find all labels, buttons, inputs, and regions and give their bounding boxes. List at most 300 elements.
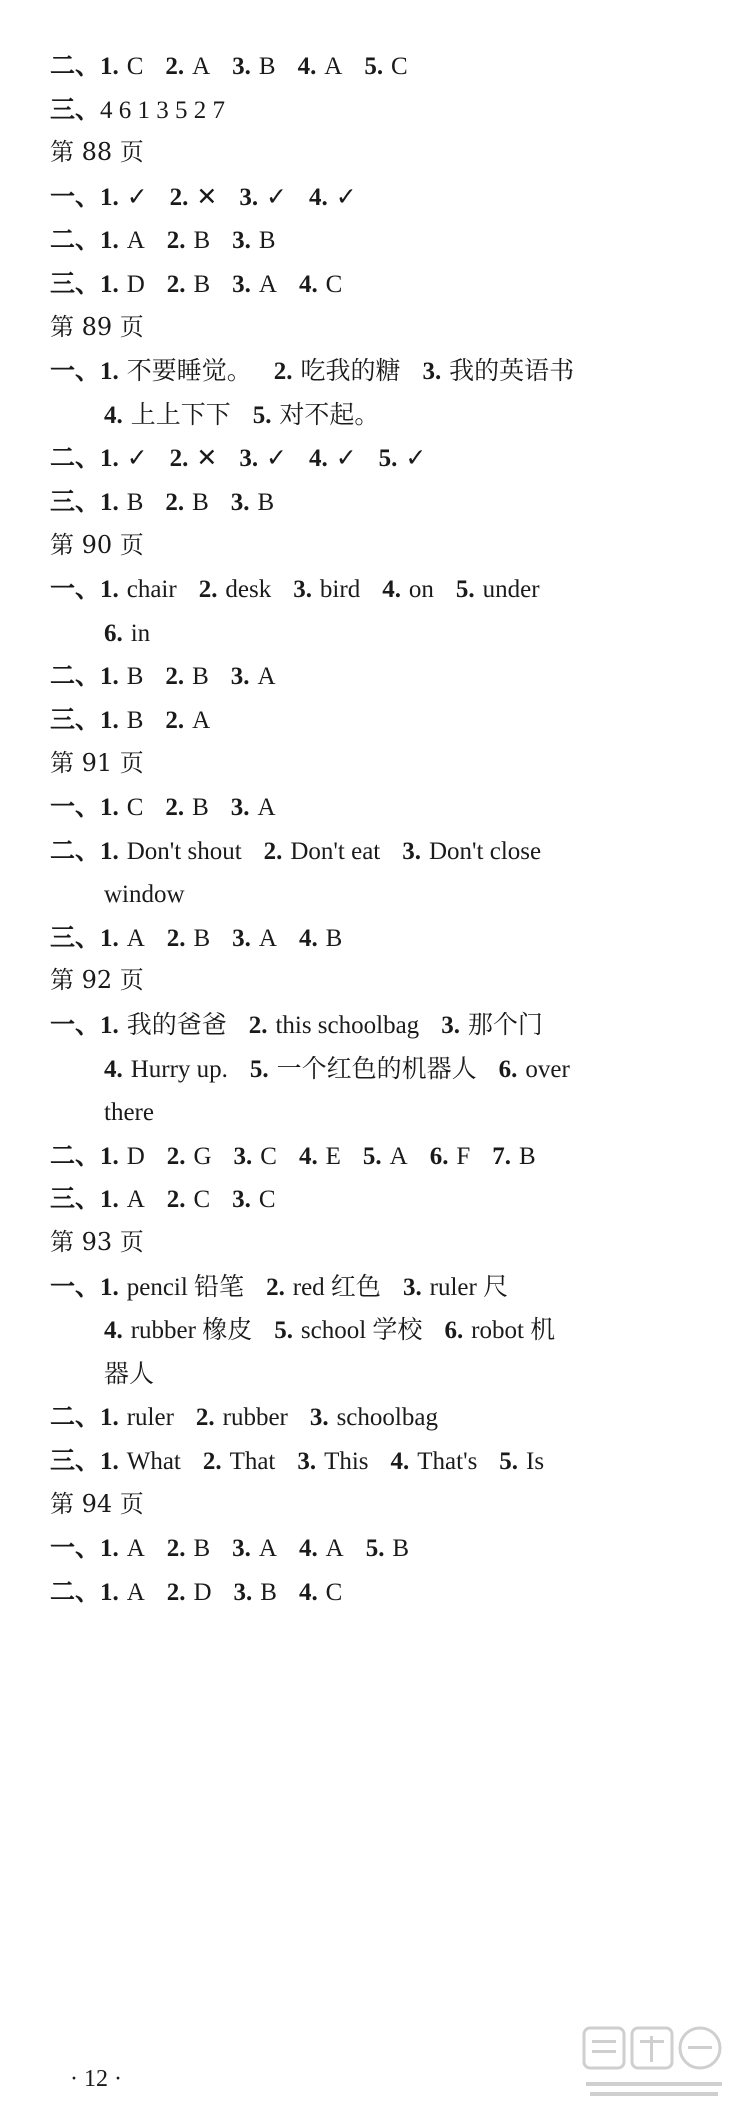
answer-text: A: [324, 53, 343, 80]
question-number: 6.: [104, 619, 123, 647]
answer-row-continued: [50, 872, 710, 916]
answer-text: C: [193, 1186, 211, 1214]
answer-text: rubber 橡皮: [130, 1317, 253, 1345]
answer-item: [100, 1010, 227, 1039]
question-number: 5.: [455, 576, 475, 604]
question-number: 4.: [104, 401, 123, 429]
question-number: 5.: [499, 1448, 519, 1475]
answer-text: ✓: [335, 183, 357, 211]
question-number: 4.: [298, 1535, 318, 1563]
section-label: 一、: [50, 356, 101, 386]
answer-row: [50, 480, 710, 524]
answer-item: [100, 225, 145, 254]
question-number: 2.: [198, 576, 218, 604]
answer-item: [391, 1446, 478, 1475]
answer-item: [366, 1533, 409, 1562]
question-number: 2.: [165, 488, 185, 516]
answer-text: A: [257, 794, 276, 822]
answer-item: [363, 1141, 408, 1170]
answer-item: [167, 923, 210, 952]
question-number: 6.: [498, 1055, 518, 1083]
question-number: 1.: [100, 794, 119, 822]
question-number: 3.: [230, 794, 250, 822]
answer-text: ✓: [266, 445, 287, 473]
answer-text: ✕: [196, 183, 218, 211]
question-number: 1.: [100, 445, 119, 473]
answer-row-continued: [50, 1352, 710, 1396]
answer-item: [100, 836, 242, 865]
answer-text: B: [193, 1535, 211, 1563]
question-number: 2.: [166, 1186, 186, 1214]
answer-row: [50, 349, 710, 393]
section-label: 二、: [50, 661, 101, 691]
answer-text: 一个红色的机器人: [276, 1055, 477, 1083]
answer-item: [100, 356, 252, 385]
question-number: 6.: [444, 1317, 464, 1345]
page-heading: [50, 1221, 710, 1265]
section-label: 二、: [50, 835, 101, 865]
section-label: 二、: [50, 443, 101, 473]
answer-text: 对不起。: [279, 401, 380, 429]
answer-item: [250, 1054, 477, 1083]
page-heading-text: 第 89 页: [50, 312, 144, 341]
answer-item: [293, 574, 360, 603]
answer-row: [50, 1177, 710, 1221]
answer-text: ruler 尺: [429, 1273, 509, 1301]
answer-row: [50, 175, 710, 219]
question-number: 4.: [298, 270, 318, 298]
answer-row-continued: [50, 393, 710, 437]
page-heading: [50, 959, 710, 1003]
answer-item: [364, 51, 407, 80]
answer-item: [441, 1010, 543, 1039]
answer-item: [170, 443, 218, 472]
answer-text: A: [126, 1186, 145, 1214]
answer-text: C: [258, 1186, 276, 1214]
answer-item: [100, 1272, 244, 1301]
answer-text: C: [260, 1142, 277, 1170]
answer-item: [100, 705, 143, 734]
question-number: 1.: [100, 1012, 119, 1040]
answer-text: B: [193, 227, 211, 255]
page-heading: [50, 1483, 710, 1527]
page-number: · 12 ·: [70, 2066, 122, 2092]
answer-item: [231, 792, 276, 821]
answer-text: That's: [417, 1448, 478, 1475]
question-number: 3.: [232, 53, 251, 80]
section-label: 二、: [50, 1576, 101, 1606]
answer-row: [50, 567, 710, 611]
answer-item: [430, 1141, 471, 1170]
question-number: 3.: [232, 1186, 251, 1214]
question-number: 5.: [378, 445, 398, 473]
answer-item: [165, 792, 208, 821]
question-number: 2.: [248, 1012, 268, 1040]
answer-row: [50, 916, 710, 960]
question-number: 3.: [402, 837, 422, 865]
question-number: 7.: [492, 1142, 512, 1170]
section-label: 二、: [50, 1140, 101, 1170]
question-number: 1.: [100, 270, 119, 298]
answer-item: [165, 705, 210, 734]
question-number: 5.: [252, 401, 272, 429]
answer-text: this schoolbag: [275, 1012, 420, 1040]
answer-text: red 红色: [292, 1273, 381, 1301]
answer-item: [299, 1533, 344, 1562]
answer-item: [232, 1184, 275, 1213]
answer-item: [299, 1141, 341, 1170]
answer-row-continued: [50, 1308, 710, 1352]
question-number: 3.: [232, 1535, 251, 1563]
answer-text: bird: [319, 576, 361, 604]
question-number: 2.: [273, 358, 293, 386]
answer-item: [167, 1141, 212, 1170]
question-number: 1.: [100, 706, 119, 734]
answer-row: [50, 436, 710, 480]
answer-item: [100, 1446, 181, 1475]
question-number: 1.: [100, 183, 119, 211]
answer-row: [50, 654, 710, 698]
page-heading: [50, 524, 710, 568]
question-number: 2.: [165, 706, 185, 734]
answer-text: Don't close: [428, 837, 542, 865]
question-number: 3.: [232, 270, 251, 298]
answer-text: C: [325, 270, 343, 298]
answer-item: [299, 923, 342, 952]
question-number: 2.: [166, 924, 186, 952]
answer-item: [403, 1272, 508, 1301]
answer-text: Is: [526, 1448, 545, 1475]
answer-text: A: [192, 53, 211, 80]
question-number: 2.: [166, 1142, 186, 1170]
answer-item: [165, 51, 210, 80]
answer-sequence: 4 6 1 3 5 2 7: [100, 96, 226, 124]
question-number: 1.: [100, 1142, 119, 1170]
question-number: 3.: [233, 1578, 253, 1606]
section-label: 一、: [50, 1271, 101, 1301]
answer-text: Hurry up.: [130, 1055, 228, 1083]
answer-item: [100, 1141, 145, 1170]
answer-item: [100, 182, 148, 211]
answer-text: B: [392, 1535, 410, 1563]
section-label: 三、: [50, 486, 101, 516]
section-label: 一、: [50, 181, 101, 211]
question-number: 1.: [100, 1578, 119, 1606]
answer-text: 器人: [104, 1360, 155, 1388]
question-number: 2.: [202, 1448, 222, 1475]
answer-text: A: [257, 663, 276, 691]
question-number: 4.: [298, 924, 318, 952]
question-number: 3.: [422, 358, 442, 386]
answer-text: This: [324, 1448, 369, 1475]
question-number: 1.: [100, 358, 119, 386]
answer-text: B: [192, 488, 209, 516]
page-heading: [50, 742, 710, 786]
answer-item: [100, 487, 143, 516]
page-heading-text: 第 90 页: [50, 530, 144, 559]
page-heading: [50, 306, 710, 350]
answer-text: A: [325, 1535, 344, 1563]
answer-text: D: [126, 1142, 145, 1170]
answer-item: [249, 1010, 419, 1039]
answer-item: [203, 1446, 276, 1475]
answer-row: [50, 1439, 710, 1483]
question-number: 2.: [165, 53, 185, 80]
question-number: 3.: [232, 924, 251, 952]
answer-row: [50, 262, 710, 306]
answer-text: in: [130, 619, 151, 647]
answer-item: [253, 400, 380, 429]
section-label: 二、: [50, 51, 101, 80]
answer-item: [196, 1402, 288, 1431]
answer-item: [100, 1577, 145, 1606]
question-number: 1.: [100, 1535, 119, 1563]
answer-row-continued: [50, 1047, 710, 1091]
answer-text: A: [126, 1578, 145, 1606]
answer-text: robot 机: [471, 1317, 556, 1345]
answer-text: F: [456, 1142, 471, 1170]
answer-item: [379, 443, 427, 472]
answer-item: [100, 1402, 174, 1431]
question-number: 5.: [362, 1142, 382, 1170]
question-number: 3.: [230, 488, 250, 516]
page-heading: [50, 131, 710, 175]
answer-text: A: [389, 1142, 408, 1170]
answer-text: B: [126, 706, 144, 734]
question-number: 3.: [232, 227, 251, 255]
question-number: 4.: [104, 1055, 123, 1083]
question-number: 2.: [166, 227, 186, 255]
answer-row: [50, 698, 710, 742]
answer-row: [50, 1395, 710, 1439]
page-heading-text: 第 92 页: [50, 966, 144, 995]
answer-item: [239, 182, 287, 211]
answer-text: B: [260, 1578, 277, 1606]
question-number: 3.: [293, 576, 312, 604]
answer-text: 我的爸爸: [126, 1012, 227, 1040]
answer-item: [274, 356, 401, 385]
question-number: 4.: [382, 576, 401, 604]
answer-text: under: [482, 576, 540, 604]
answer-item: [167, 225, 210, 254]
answer-text: B: [258, 227, 276, 255]
section-label: 一、: [50, 1533, 101, 1563]
section-label: 二、: [50, 225, 101, 255]
answer-text: B: [258, 53, 276, 80]
answer-text: ✓: [126, 183, 148, 211]
watermark-logo-icon: [580, 2022, 730, 2106]
section-label: 三、: [50, 1446, 101, 1475]
section-label: 三、: [50, 704, 101, 734]
answer-item: [266, 1272, 381, 1301]
question-number: 5.: [249, 1055, 269, 1083]
question-number: 6.: [429, 1142, 449, 1170]
answer-text: C: [325, 1578, 343, 1606]
answer-item: [402, 836, 541, 865]
answer-item: [170, 182, 218, 211]
answer-item: [199, 574, 272, 603]
answer-row: [50, 1265, 710, 1309]
answer-item: [100, 923, 145, 952]
answer-text: E: [325, 1142, 341, 1170]
question-number: 1.: [100, 1186, 119, 1214]
answer-text: A: [258, 924, 277, 952]
question-number: 4.: [297, 53, 317, 80]
question-number: 2.: [166, 270, 186, 298]
answer-text: A: [126, 1535, 145, 1563]
section-label: 三、: [50, 94, 101, 124]
answer-row: [50, 88, 710, 132]
question-number: 1.: [100, 663, 119, 691]
answer-text: pencil 铅笔: [126, 1273, 245, 1301]
question-number: 1.: [100, 1273, 119, 1301]
answer-text: B: [126, 663, 144, 691]
answer-text: 不要睡觉。: [126, 358, 252, 386]
answer-item: [100, 443, 148, 472]
answer-text: That: [229, 1448, 276, 1475]
answer-row-continued: [50, 1090, 710, 1134]
answer-text: A: [258, 1535, 277, 1563]
answer-text: C: [126, 794, 144, 822]
answer-item: [104, 1315, 252, 1344]
answer-text: D: [193, 1578, 212, 1606]
section-label: 一、: [50, 1010, 101, 1040]
answer-text: B: [519, 1142, 536, 1170]
section-label: 二、: [50, 1402, 101, 1432]
question-number: 3.: [297, 1448, 317, 1475]
question-number: 3.: [230, 663, 250, 691]
answer-item: [167, 269, 210, 298]
section-label: 一、: [50, 574, 101, 604]
question-number: 2.: [166, 1535, 186, 1563]
answer-item: [232, 225, 275, 254]
answer-text: B: [257, 488, 275, 516]
answer-row: [50, 829, 710, 873]
answer-item: [274, 1315, 422, 1344]
answer-item: [232, 269, 277, 298]
answer-text: ✓: [335, 445, 357, 473]
answer-text: C: [391, 53, 408, 80]
answer-text: there: [104, 1099, 154, 1127]
answer-row: [50, 1003, 710, 1047]
answer-item: [239, 443, 287, 472]
answer-item: [232, 51, 275, 80]
question-number: 4.: [298, 1578, 318, 1606]
answer-item: [165, 661, 208, 690]
question-number: 2.: [169, 183, 189, 211]
answer-item: [309, 182, 357, 211]
answer-text: 上上下下: [130, 401, 231, 429]
answer-item: [167, 1184, 210, 1213]
answer-text: on: [408, 576, 434, 604]
answer-item: [492, 1141, 535, 1170]
answer-text: A: [192, 706, 211, 734]
question-number: 5.: [365, 1535, 385, 1563]
answer-text: C: [126, 53, 144, 80]
answer-text: Don't eat: [290, 837, 381, 865]
answer-item: [167, 1533, 210, 1562]
answer-row: [50, 1134, 710, 1178]
answer-item: [100, 792, 143, 821]
answer-text: 那个门: [467, 1012, 543, 1040]
answer-row: [50, 1570, 710, 1614]
question-number: 1.: [100, 924, 119, 952]
answer-item: [234, 1141, 277, 1170]
answer-item: [231, 487, 274, 516]
answer-text: A: [258, 270, 277, 298]
answer-item: [104, 400, 231, 429]
question-number: 2.: [165, 663, 185, 691]
answer-text: A: [126, 227, 145, 255]
answer-text: desk: [225, 576, 272, 604]
answer-item: [104, 879, 185, 908]
answer-item: [104, 618, 150, 647]
page-heading-text: 第 94 页: [50, 1489, 144, 1518]
answer-item: [100, 1184, 145, 1213]
question-number: 3.: [441, 1012, 460, 1040]
question-number: 1.: [100, 227, 119, 255]
section-label: 三、: [50, 1184, 101, 1214]
answer-list: [50, 44, 710, 1613]
answer-text: ✓: [266, 183, 287, 211]
question-number: 3.: [239, 183, 259, 211]
answer-row: [50, 218, 710, 262]
answer-item: [456, 574, 540, 603]
answer-text: over: [525, 1055, 570, 1083]
answer-text: Don't shout: [126, 837, 242, 865]
answer-text: rubber: [222, 1404, 288, 1432]
section-label: 一、: [50, 792, 101, 822]
question-number: 3.: [239, 445, 259, 473]
section-label: 三、: [50, 268, 101, 298]
answer-item: [264, 836, 381, 865]
question-number: 2.: [165, 794, 185, 822]
answer-text: ✓: [405, 445, 427, 473]
question-number: 1.: [100, 1448, 119, 1475]
question-number: 3.: [309, 1404, 329, 1432]
answer-item: [232, 923, 277, 952]
question-number: 2.: [169, 445, 189, 473]
answer-item: [104, 1054, 228, 1083]
answer-item: [167, 1577, 212, 1606]
answer-text: D: [126, 270, 145, 298]
answer-item: [100, 51, 143, 80]
question-number: 4.: [308, 445, 328, 473]
answer-item: [100, 661, 143, 690]
answer-text: B: [325, 924, 343, 952]
answer-item: [422, 356, 574, 385]
answer-item: [299, 1577, 342, 1606]
question-number: 1.: [100, 488, 119, 516]
answer-item: [310, 1402, 438, 1431]
answer-text: ✓: [126, 445, 148, 473]
answer-item: [104, 1097, 154, 1126]
answer-item: [100, 269, 145, 298]
answer-row: [50, 785, 710, 829]
answer-item: [232, 1533, 277, 1562]
answer-text: ruler: [126, 1404, 174, 1432]
question-number: 4.: [104, 1317, 123, 1345]
question-number: 2.: [166, 1578, 186, 1606]
answer-row-continued: [50, 611, 710, 655]
answer-text: school 学校: [300, 1317, 423, 1345]
answer-row: [50, 44, 710, 88]
answer-item: [309, 443, 357, 472]
answer-text: ✕: [196, 445, 218, 473]
answer-row: [50, 1526, 710, 1570]
answer-text: schoolbag: [336, 1404, 438, 1432]
answer-text: B: [193, 270, 211, 298]
